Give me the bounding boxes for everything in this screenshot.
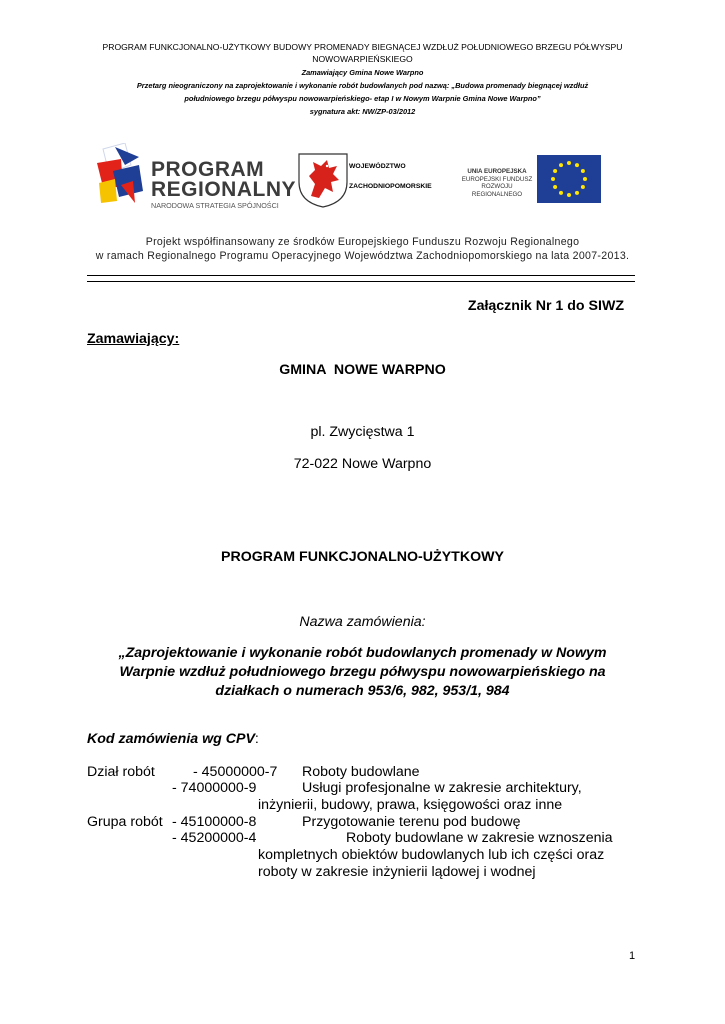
cpv-dzial-label: Dział robót [87,764,155,780]
wojewodztwo-logo [297,152,457,208]
cpv-desc-1: Roboty budowlane [302,764,420,780]
cpv-desc-4: Roboty budowlane w zakresie wznoszenia [346,830,613,846]
cpv-desc-3: Przygotowanie terenu pod budowę [302,814,521,830]
program-regionalny-logo [95,143,295,223]
cpv-desc-4-cont: kompletnych obiektów budowlanych lub ich części oraz [258,847,605,863]
running-header-signature: sygnatura akt: NW/ZP-03/2012 [309,107,416,116]
running-header-line2: NOWOWARPIEŃSKIEGO [312,54,413,64]
running-header-tender: Przetarg nieograniczony na zaprojektowanie i wykonanie robót budowlanych pod nazwą: „Budowa promenady biegnącej wzdłuż [136,81,589,90]
document-title: PROGRAM FUNKCJONALNO-UŻYTKOWY [221,549,504,565]
running-header-tender-cont: południowego brzegu półwyspu nowowarpieńskiego- etap I w Nowym Warpnie Gmina Nowe Warpno” [184,94,541,103]
funding-line2: w ramach Regionalnego Programu Operacyjnego Województwa Zachodniopomorskiego na lata 2007-2013. [95,250,630,262]
eu-line3: ROZWOJU REGIONALNEGO [471,183,523,198]
eu-line2: EUROPEJSKI FUNDUSZ [461,175,533,183]
attachment-label: Załącznik Nr 1 do SIWZ [467,298,624,314]
eu-line1: UNIA EUROPEJSKA [467,168,527,175]
order-name-line1: „Zaprojektowanie i wykonanie robót budowlanych promenady w Nowym [118,645,607,661]
divider-bottom [87,281,635,282]
cpv-code-3: - 45100000-8 [172,814,257,830]
cpv-desc-2-cont: inżynierii, budowy, prawa, księgowości oraz inne [258,797,563,813]
order-name-label: Nazwa zamówienia: [299,614,426,630]
cpv-heading [87,731,259,747]
cpv-code-2: - 74000000-9 [172,780,257,796]
regionalny-title: REGIONALNY [151,178,297,201]
cpv-desc-2: Usługi profesjonalne w zakresie architektury, [302,780,582,796]
star-icon [95,143,145,207]
running-header-line1: PROGRAM FUNKCJONALNO-UŻYTKOWY BUDOWY PROMENADY BIEGNĄCEJ WZDŁUŻ POŁUDNIOWEGO BRZEGU PÓŁWYSPU [102,42,623,52]
address-street: pl. Zwycięstwa 1 [310,424,415,440]
order-name-line3: działkach o numerach 953/6, 982, 953/1, 984 [215,683,510,699]
wojewodztwo-label: WOJEWÓDZTWO [349,163,406,170]
zachodniopomorskie-label: ZACHODNIOPOMORSKIE [349,183,432,190]
eu-flag-icon [537,155,601,203]
funding-line1: Projekt współfinansowany ze środków Europejskiego Funduszu Rozwoju Regionalnego [145,236,580,248]
cpv-code-1: - 45000000-7 [193,764,278,780]
client-label: Zamawiający: [87,331,180,347]
cpv-colon: : [254,731,259,747]
cpv-desc-4-cont2: roboty w zakresie inżynierii lądowej i wodnej [258,864,536,880]
order-name-line2: Warpnie wzdłuż południowego brzegu półwyspu nowowarpieńskiego na [119,664,606,680]
cpv-label: Kod zamówienia wg CPV [87,731,255,747]
page-number: 1 [629,950,636,962]
eu-fund-text [457,168,537,198]
divider-top [87,275,635,276]
running-header-client: Zamawiający Gmina Nowe Warpno [301,68,424,77]
cpv-code-4: - 45200000-4 [172,830,257,846]
client-name: GMINA NOWE WARPNO [279,362,446,378]
address-city: 72-022 Nowe Warpno [293,456,432,472]
program-subtitle: NARODOWA STRATEGIA SPÓJNOŚCI [151,201,279,210]
cpv-grupa-label: Grupa robót [87,814,163,830]
griffin-coat-of-arms-icon [297,152,349,208]
program-title: PROGRAM [151,158,265,181]
